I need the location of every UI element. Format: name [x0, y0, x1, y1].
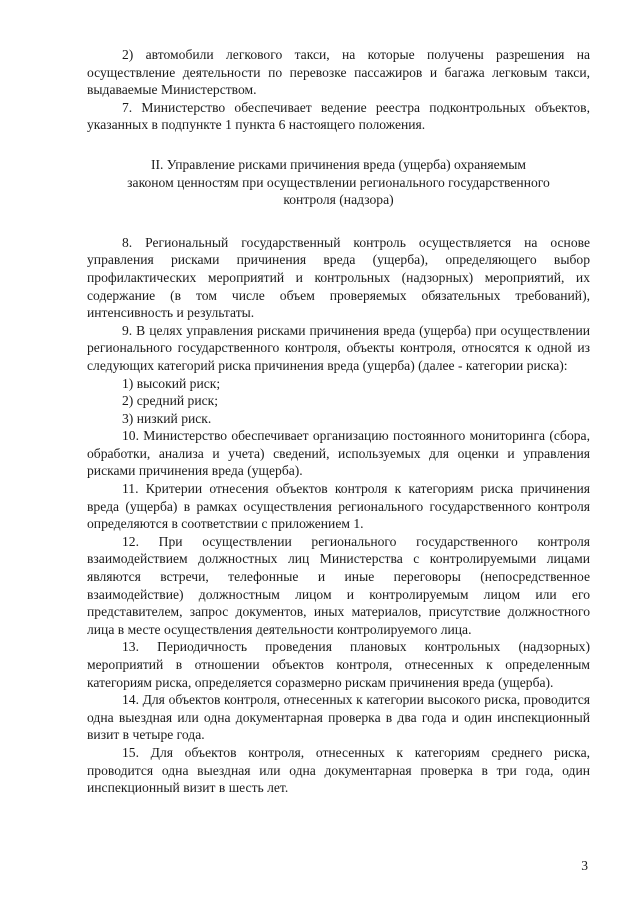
- paragraph-13: 13. Периодичность проведения плановых контрольных (надзорных) мероприятий в отношении объектов контроля, отнесенных к определенным категориям риска, определяется соразмерно рискам причинения вреда (ущерба).: [87, 639, 590, 690]
- document-body: [87, 46, 590, 797]
- paragraph-8: 8. Региональный государственный контроль осуществляется на основе управления рисками причинения вреда (ущерба), определяющего выбор профилактических мероприятий и контрольных (надзорных) мероприятий, их содержание (в том числе объем проверяемых обязательных требований), интенсивность и результаты.: [87, 234, 590, 321]
- paragraph-6-item-2: 2) автомобили легкового такси, на которые получены разрешения на осуществление деятельности по перевозке пассажиров и багажа легковым такси, выдаваемые Министерством.: [87, 47, 590, 98]
- paragraph-10: 10. Министерство обеспечивает организацию постоянного мониторинга (сбора, обработки, анализа и учета) сведений, используемых для оценки и управления рисками причинения вреда (ущерба).: [87, 428, 590, 479]
- paragraph-11: 11. Критерии отнесения объектов контроля к категориям риска причинения вреда (ущерба) в рамках осуществления регионального государственного контроля определяются в соответствии с приложением 1.: [87, 481, 590, 532]
- section-heading: [87, 156, 590, 209]
- section-heading-line-2: законом ценностям при осуществлении регионального государственного: [127, 174, 550, 190]
- paragraph-12: 12. При осуществлении регионального государственного контроля взаимодействием должностных лиц Министерства с контролируемыми лицами являются встречи, телефонные и иные переговоры (непосредственное взаимодействие) должностным лицом и контролируемым лицом или его представителем, запрос документов, иных материалов, присутствие должностного лица в месте осуществления деятельности контролируемого лица.: [87, 533, 590, 637]
- page-number: 3: [581, 858, 588, 873]
- paragraph-15: 15. Для объектов контроля, отнесенных к категориям среднего риска, проводится одна выездная или одна документарная проверка в три года, один инспекционный визит в шесть лет.: [87, 744, 590, 796]
- risk-category-medium: 2) средний риск;: [122, 393, 219, 409]
- risk-category-low: 3) низкий риск.: [122, 410, 212, 426]
- paragraph-7: 7. Министерство обеспечивает ведение реестра подконтрольных объектов, указанных в подпункте 1 пункта 6 настоящего положения.: [87, 99, 590, 133]
- section-heading-line-1: II. Управление рисками причинения вреда (ущерба) охраняемым: [150, 156, 527, 172]
- paragraph-14: 14. Для объектов контроля, отнесенных к категории высокого риска, проводится одна выездная или одна документарная проверка в два года и один инспекционный визит в четыре года.: [87, 692, 590, 743]
- section-heading-line-3: контроля (надзора): [283, 192, 394, 208]
- risk-category-high: 1) высокий риск;: [122, 375, 221, 391]
- paragraph-9: 9. В целях управления рисками причинения вреда (ущерба) при осуществлении регионального государственного контроля, объекты контроля, относятся к одной из следующих категорий риска причинения вреда (ущерба) (далее - категории риска):: [87, 322, 590, 373]
